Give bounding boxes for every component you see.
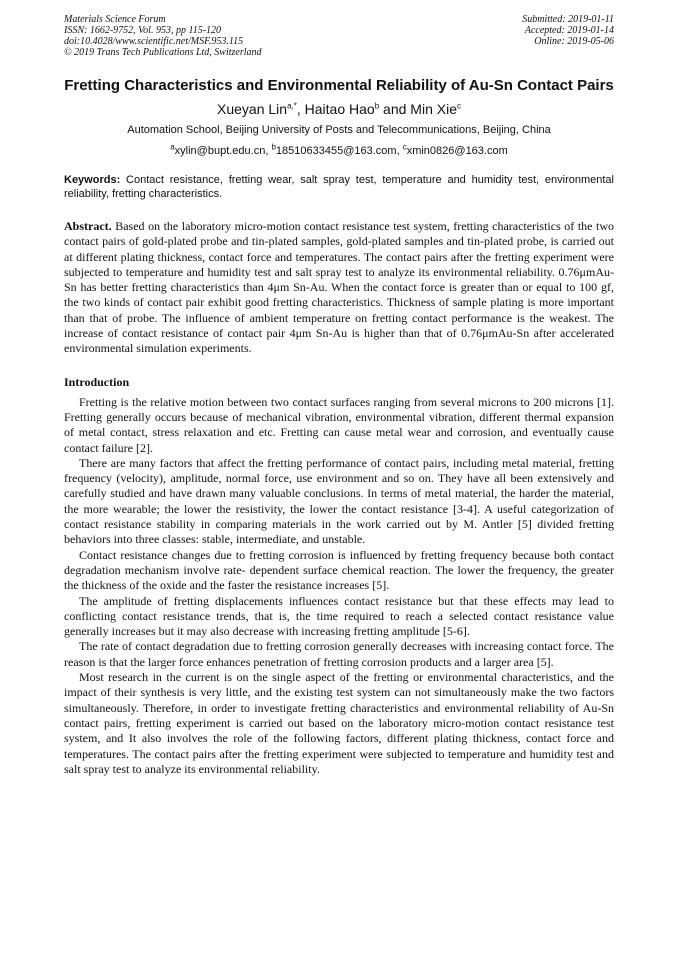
author-affil-mark: b [374,101,380,111]
email-address: xmin0826@163.com [406,145,508,157]
section-heading-introduction: Introduction [64,374,130,389]
journal-info [64,14,262,58]
email-mark: c [402,142,407,152]
paper-title: Fretting Characteristics and Environmental Reliability of Au-Sn Contact Pairs [64,77,614,94]
author-name: Min Xie [410,101,457,117]
email-address: 18510633455@163.com [275,145,397,157]
paragraph: Most research in the current is on the single aspect of the fretting or environmental characteristics, and the impact of their synthesis is very little, and the existing test system can not simultaneously make the two factors simultaneously. Therefore, in order to investigate fretting characteristics and environmental reliability of Au-Sn contact pairs, fretting experiment is carried out based on the laboratory micro-motion contact resistance test system, and It also involves the role of the following factors, different plating thickness, contact force and temperatures. The contact pairs after the fretting experiment were subjected to temperature and humidity test and salt spray test to analyze its environmental reliability. [64,670,614,776]
accepted-date: Accepted: 2019-01-14 [524,25,614,36]
paragraph: Fretting is the relative motion between two contact surfaces ranging from several microns to 200 microns [1]. Fretting generally occurs because of mechanical vibration, environmental vibration, different thermal expansion of metal contact, stress relaxation and etc. Fretting can cause metal wear and corrosion, and eventually cause contact failure [2]. [64,394,614,455]
online-date: Online: 2019-05-06 [534,36,614,47]
abstract [64,219,614,357]
paragraph: The rate of contact degradation due to fretting corrosion generally decreases with increasing contact force. The reason is that the larger force enhances penetration of fretting corrosion products and a larger area [5]. [64,639,614,669]
doi-line: doi:10.4028/www.scientific.net/MSF.953.115 [64,36,244,47]
author-name: Xueyan Lin [217,101,288,117]
submitted-date: Submitted: 2019-01-11 [522,14,614,25]
email-mark: b [271,142,276,152]
keywords-label: Keywords: [64,174,121,186]
author-list [64,100,614,118]
author-separator: and [379,101,411,117]
dates-info [522,14,614,58]
author-name: Haitao Hao [304,101,375,117]
email-address: xylin@bupt.edu.cn [174,145,266,157]
keywords [64,173,614,201]
paragraph: The amplitude of fretting displacements influences contact resistance but that these effects may lead to conflicting contact resistance trends, that is, the time required to reach a selected contact resistance value generally increases but it may also decrease with increasing fretting amplitude [5-6]. [64,593,614,639]
paragraph: Contact resistance changes due to fretting corrosion is influenced by fretting frequency because both contact degradation mechanism involve rate- dependent surface chemical reaction. The lower the frequency, the greater the thickness of the oxide and the faster the resistance increases [5]. [64,547,614,593]
introduction-body [64,395,614,777]
issn-line: ISSN: 1662-9752, Vol. 953, pp 115-120 [64,25,222,36]
keywords-text: Contact resistance, fretting wear, salt spray test, temperature and humidity test, environmental reliability, fretting characteristics. [64,174,614,200]
paper-page [64,14,614,777]
copyright-line: © 2019 Trans Tech Publications Ltd, Switzerland [64,47,262,58]
journal-header [64,14,614,58]
affiliation: Automation School, Beijing University of Posts and Telecommunications, Beijing, China [127,124,551,136]
email-list: $^a$xylin@bupt.edu.cn, $^b$18510633455@163.com, $^c$xmin0826@163.com [170,142,508,157]
author-separator: , [296,101,305,117]
author-affil-mark: c [456,101,461,111]
journal-name: Materials Science Forum [64,14,166,25]
abstract-label: Abstract. [64,219,112,233]
author-affil-mark: a,* [287,101,297,111]
email-mark: a [170,142,175,152]
paragraph: There are many factors that affect the fretting performance of contact pairs, including metal material, fretting frequency (velocity), amplitude, normal force, use environment and so on. They have all been extensively and carefully studied and have drawn many valuable conclusions. In terms of metal material, the harder the material, the more wearable; the lower the resistivity, the lower the contact resistance [3-4]. A useful categorization of contact resistance stability in comparing materials in the work carried out by M. Antler [5] divided fretting behaviors into three classes: stable, intermediate, and unstable. [64,455,614,547]
abstract-text: Based on the laboratory micro-motion contact resistance test system, fretting characteristics of the two contact pairs of gold-plated probe and tin-plated samples, gold-plated samples and tin-plated probe, is carried out at different plating thickness, contact force and temperatures. The contact pairs after the fretting experiment were subjected to temperature and humidity test and salt spray test to analyze its environmental reliability. 0.76μmAu-Sn has better fretting characteristics than 4μm Sn-Au. When the contact force is greater than or equal to 100 gf, the two kinds of contact pair exhibit good fretting characteristics. Thickness of sample plating is more important than that of probe. The influence of ambient temperature on fretting contact performance is the weakest. The increase of contact resistance of contact pair 4μm Sn-Au is higher than that of 0.76μmAu-Sn after accelerated environmental simulation experiments. [64,219,615,356]
